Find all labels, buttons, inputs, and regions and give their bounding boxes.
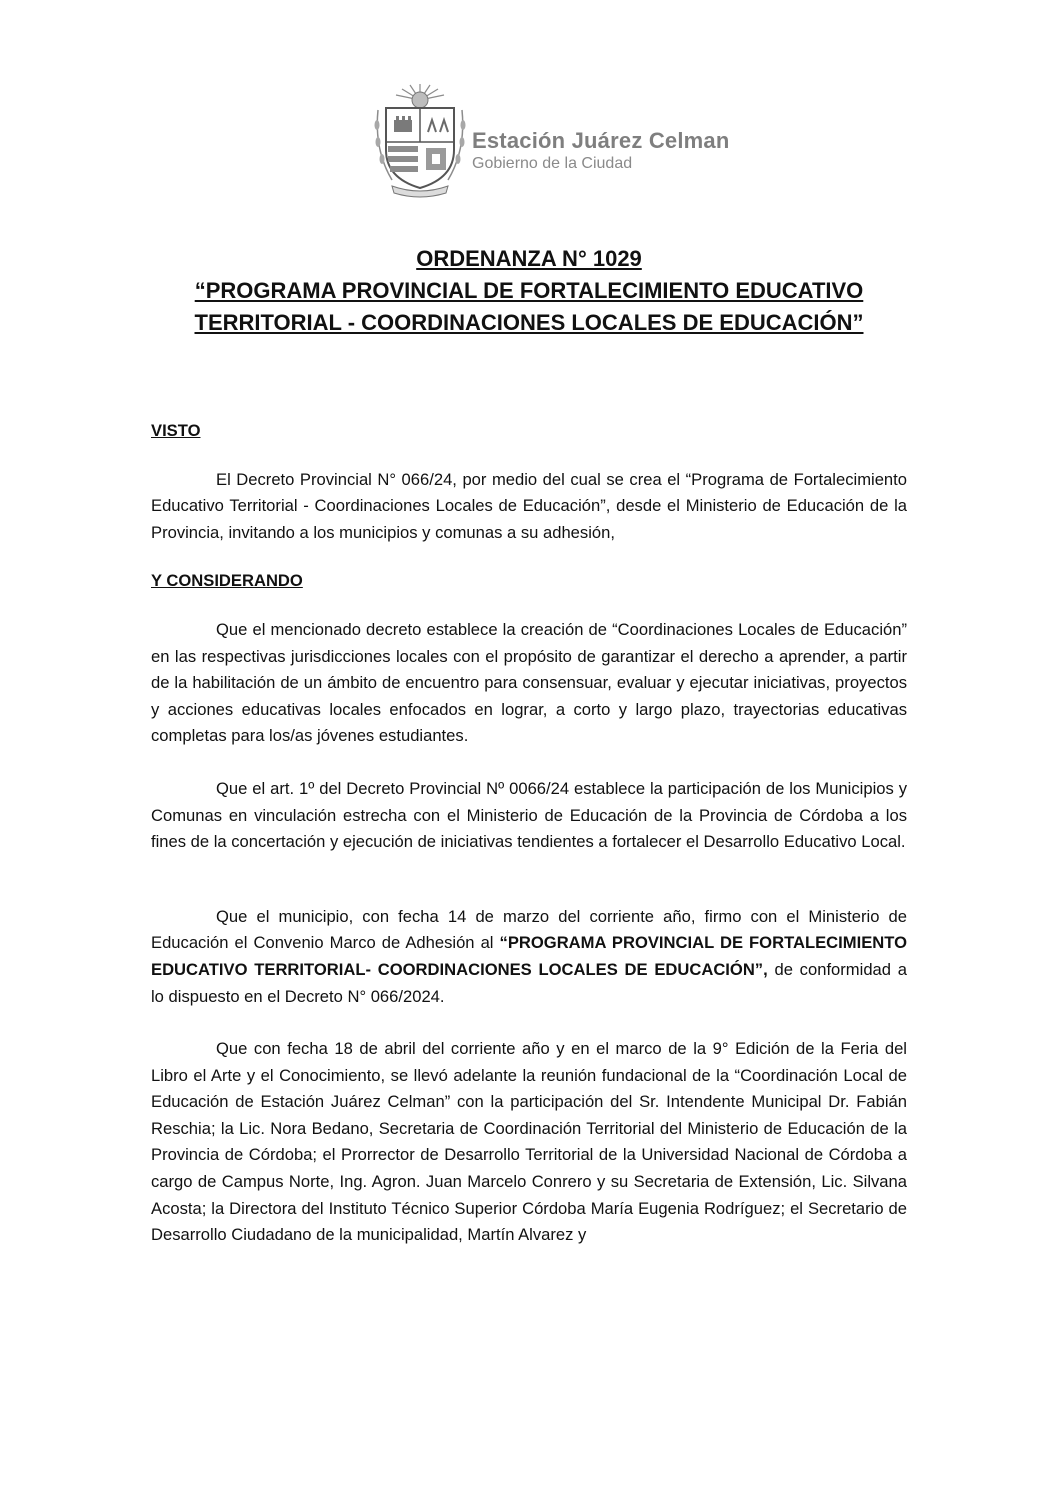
title-line-2: “PROGRAMA PROVINCIAL DE FORTALECIMIENTO EDUCATIVO bbox=[194, 278, 864, 303]
document-title bbox=[100, 244, 958, 338]
ordinance-number: ORDENANZA N° 1029 bbox=[416, 246, 642, 271]
municipality-name: Estación Juárez Celman bbox=[472, 128, 730, 153]
title-line-3: TERRITORIAL - COORDINACIONES LOCALES DE EDUCACIÓN” bbox=[194, 310, 864, 335]
considerando-paragraph-3 bbox=[151, 904, 907, 1010]
municipality-subtitle: Gobierno de la Ciudad bbox=[472, 155, 633, 172]
program-name-bold: “PROGRAMA PROVINCIAL DE FORTALECIMIENTO EDUCATIVO TERRITORIAL- COORDINACIONES LOCALES DE EDUCACIÓN”, bbox=[151, 933, 907, 979]
considerando-heading: Y CONSIDERANDO bbox=[151, 571, 303, 591]
letterhead bbox=[372, 80, 752, 200]
considerando-paragraph-1: Que el mencionado decreto establece la creación de “Coordinaciones Locales de Educación” en las respectivas jurisdicciones locales con el propósito de garantizar el derecho a aprender, a partir de la habilitación de un ámbito de encuentro para consensuar, evaluar y ejecutar iniciativas, proyectos y acciones educativas locales enfocados en lograr, a corto y largo plazo, trayectorias educativas completas para los/as jóvenes estudiantes. bbox=[151, 619, 907, 746]
considerando-paragraph-2: Que el art. 1º del Decreto Provincial Nº 0066/24 establece la participación de los Municipios y Comunas en vinculación estrecha con el Ministerio de Educación de la Provincia de Córdoba a los fines de la concertación y ejecución de iniciativas tendientes a fortalecer el Desarrollo Educativo Local. bbox=[151, 778, 907, 852]
considerando-paragraph-4: Que con fecha 18 de abril del corriente año y en el marco de la 9° Edición de la Feria del Libro el Arte y el Conocimiento, se llevó adelante la reunión fundacional de la “Coordinación Local de Educación de Estación Juárez Celman” con la participación del Sr. Intendente Municipal Dr. Fabián Reschia; la Lic. Nora Bedano, Secretaria de Coordinación Territorial del Ministerio de Educación de la Provincia de Córdoba; el Prorrector de Desarrollo Territorial de la Universidad Nacional de Córdoba a cargo de Campus Norte, Ing. Agron. Juan Marcelo Conrero y su Secretaria de Extensión, Lic. Silvana Acosta; la Directora del Instituto Técnico Superior Córdoba María Eugenia Rodríguez; el Secretario de Desarrollo Ciudadano de la municipalidad, Martín Alvarez y bbox=[151, 1039, 907, 1245]
brand bbox=[472, 128, 730, 174]
paragraph-3-text-end: de conformidad a lo dispuesto en el Decreto N° 066/2024. bbox=[151, 959, 907, 1006]
municipal-coat-of-arms-icon bbox=[372, 80, 468, 198]
document-body bbox=[151, 418, 907, 1249]
visto-heading: VISTO bbox=[151, 421, 201, 440]
paragraph-3-text-start: Que el municipio, con fecha 14 de marzo del corriente año, firmo con el Ministerio de Educación el Convenio Marco de Adhesión al bbox=[151, 906, 907, 953]
visto-paragraph: El Decreto Provincial N° 066/24, por medio del cual se crea el “Programa de Fortalecimiento Educativo Territorial - Coordinaciones Locales de Educación”, desde el Ministerio de Educación de la Provincia, invitando a los municipios y comunas a su adhesión, bbox=[151, 469, 907, 542]
